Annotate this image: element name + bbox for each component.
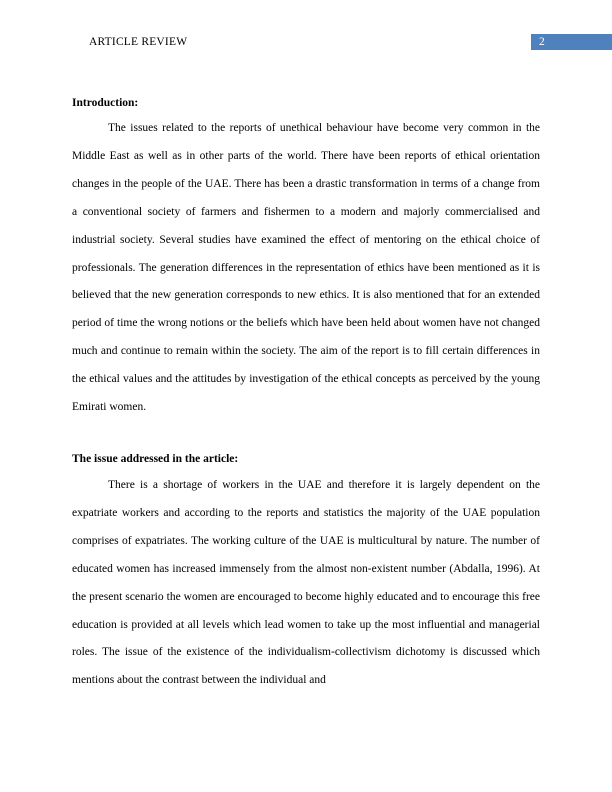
page-number-box: [531, 34, 612, 50]
section-paragraph-introduction: The issues related to the reports of unethical behaviour have become very common in the Middle East as well as in other parts of the world. There have been reports of ethical orientation changes in the people of the UAE. There has been a drastic transformation in terms of a change from a conventional society of farmers and fishermen to a modern and majorly commercialised and industrial society. Several studies have examined the effect of mentoring on the ethical choice of professionals. The generation differences in the representation of ethics have been mentioned as it is believed that the new generation corresponds to new ethics. It is also mentioned that for an extended period of time the wrong notions or the beliefs which have been held about women have not changed much and continue to remain within the society. The aim of the report is to fill certain differences in the ethical values and the attitudes by investigation of the ethical concepts as perceived by the young Emirati women.: [72, 122, 540, 414]
section-paragraph-issue: There is a shortage of workers in the UAE and therefore it is largely dependent on the expatriate workers and according to the reports and statistics the majority of the UAE population comprises of expatriates. The working culture of the UAE is multicultural by nature. The number of educated women has increased immensely from the almost non-existent number (Abdalla, 1996). At the present scenario the women are encouraged to become highly educated and to encourage this free education is provided at all levels which lead women to take up the most influential and managerial roles. The issue of the existence of the individualism-collectivism dichotomy is discussed which mentions about the contrast between the individual and: [72, 479, 540, 687]
section-heading-issue: The issue addressed in the article:: [72, 453, 239, 465]
running-head: ARTICLE REVIEW: [89, 36, 188, 48]
page-number: 2: [539, 36, 545, 48]
section-heading-introduction: Introduction:: [72, 97, 139, 109]
